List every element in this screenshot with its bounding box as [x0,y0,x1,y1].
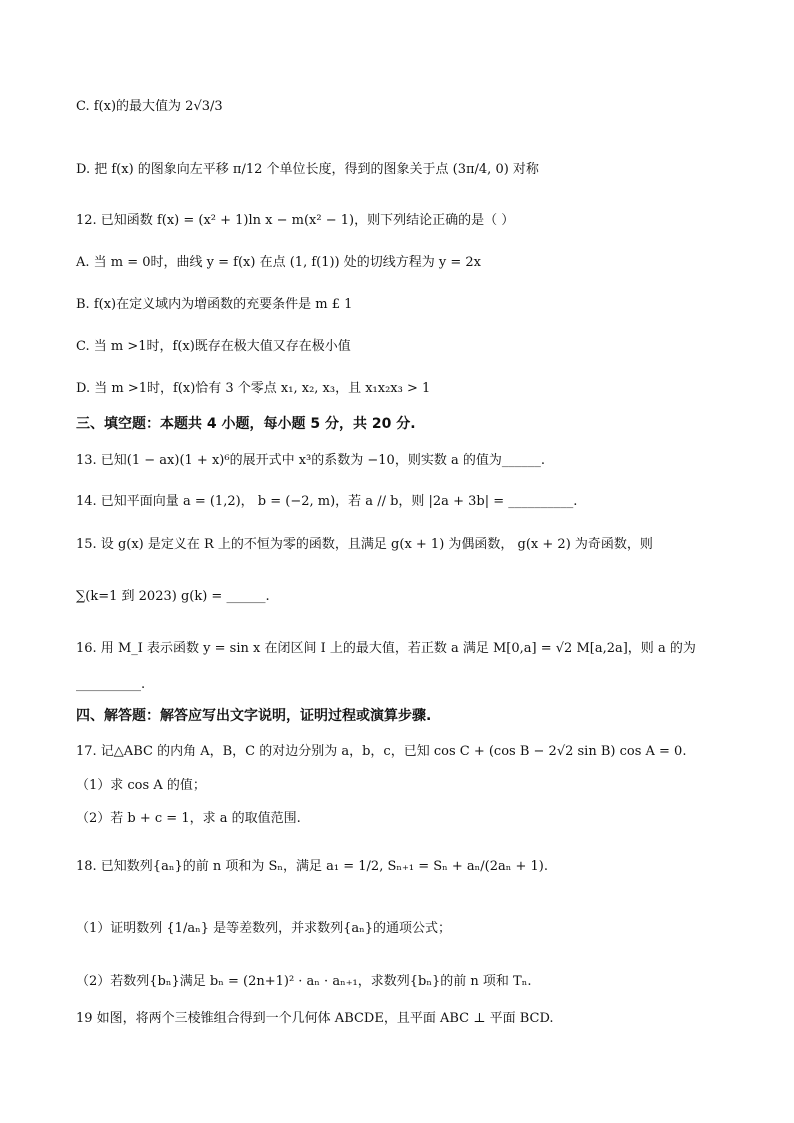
question-17-part-1: （1）求 cos A 的值； [76,778,206,793]
option-12-a: A. 当 m = 0时，曲线 y = f(x) 在点 (1, f(1)) 处的切线方程为 y = 2x [76,255,481,270]
question-18: 18. 已知数列{aₙ}的前 n 项和为 Sₙ，满足 a₁ = 1/2, Sₙ₊₁ = Sₙ + aₙ/(2aₙ + 1). [76,859,549,874]
option-12-c: C. 当 m >1时，f(x)既存在极大值又存在极小值 [76,339,351,354]
question-15-sum: ∑(k=1 到 2023) g(k) = ______. [76,589,270,604]
question-18-part-2: （2）若数列{bₙ}满足 bₙ = (2n+1)² · aₙ · aₙ₊₁，求数列{bₙ}的前 n 项和 Tₙ. [76,974,532,989]
question-16: 16. 用 M_I 表示函数 y = sin x 在闭区间 I 上的最大值，若正数 a 满足 M[0,a] = √2 M[a,2a]，则 a 的为 [76,641,696,656]
option-12-d: D. 当 m >1时，f(x)恰有 3 个零点 x₁, x₂, x₃，且 x₁x₂x₃ > 1 [76,381,431,396]
question-18-part-1: （1）证明数列 {1/aₙ} 是等差数列，并求数列{aₙ}的通项公式； [76,921,452,936]
question-14: 14. 已知平面向量 a = (1,2)， b = (−2, m)，若 a // b，则 |2a + 3b| = __________. [76,494,578,509]
option-11-d: D. 把 f(x) 的图象向左平移 π/12 个单位长度，得到的图象关于点 (3π/4, 0) 对称 [76,162,539,177]
question-17-part-2: （2）若 b + c = 1，求 a 的取值范围. [76,811,301,826]
section-4-heading: 四、解答题：解答应写出文字说明，证明过程或演算步骤. [76,708,432,724]
section-3-heading: 三、填空题：本题共 4 小题，每小题 5 分，共 20 分. [76,416,416,432]
question-16-blank: __________. [76,677,146,692]
question-19: 19 如图，将两个三棱锥组合得到一个几何体 ABCDE，且平面 ABC ⊥ 平面 BCD. [76,1011,554,1026]
question-17: 17. 记△ABC 的内角 A，B，C 的对边分别为 a，b，c，已知 cos C + (cos B − 2√2 sin B) cos A = 0. [76,744,687,759]
question-12: 12. 已知函数 f(x) = (x² + 1)ln x − m(x² − 1)，则下列结论正确的是（ ） [76,213,515,228]
option-11-c: C. f(x)的最大值为 2√3/3 [76,99,223,114]
question-15: 15. 设 g(x) 是定义在 R 上的不恒为零的函数，且满足 g(x + 1) 为偶函数， g(x + 2) 为奇函数，则 [76,537,653,552]
option-12-b: B. f(x)在定义域内为增函数的充要条件是 m £ 1 [76,297,353,312]
question-13: 13. 已知(1 − ax)(1 + x)⁶的展开式中 x³的系数为 −10，则实数 a 的值为______. [76,453,545,468]
